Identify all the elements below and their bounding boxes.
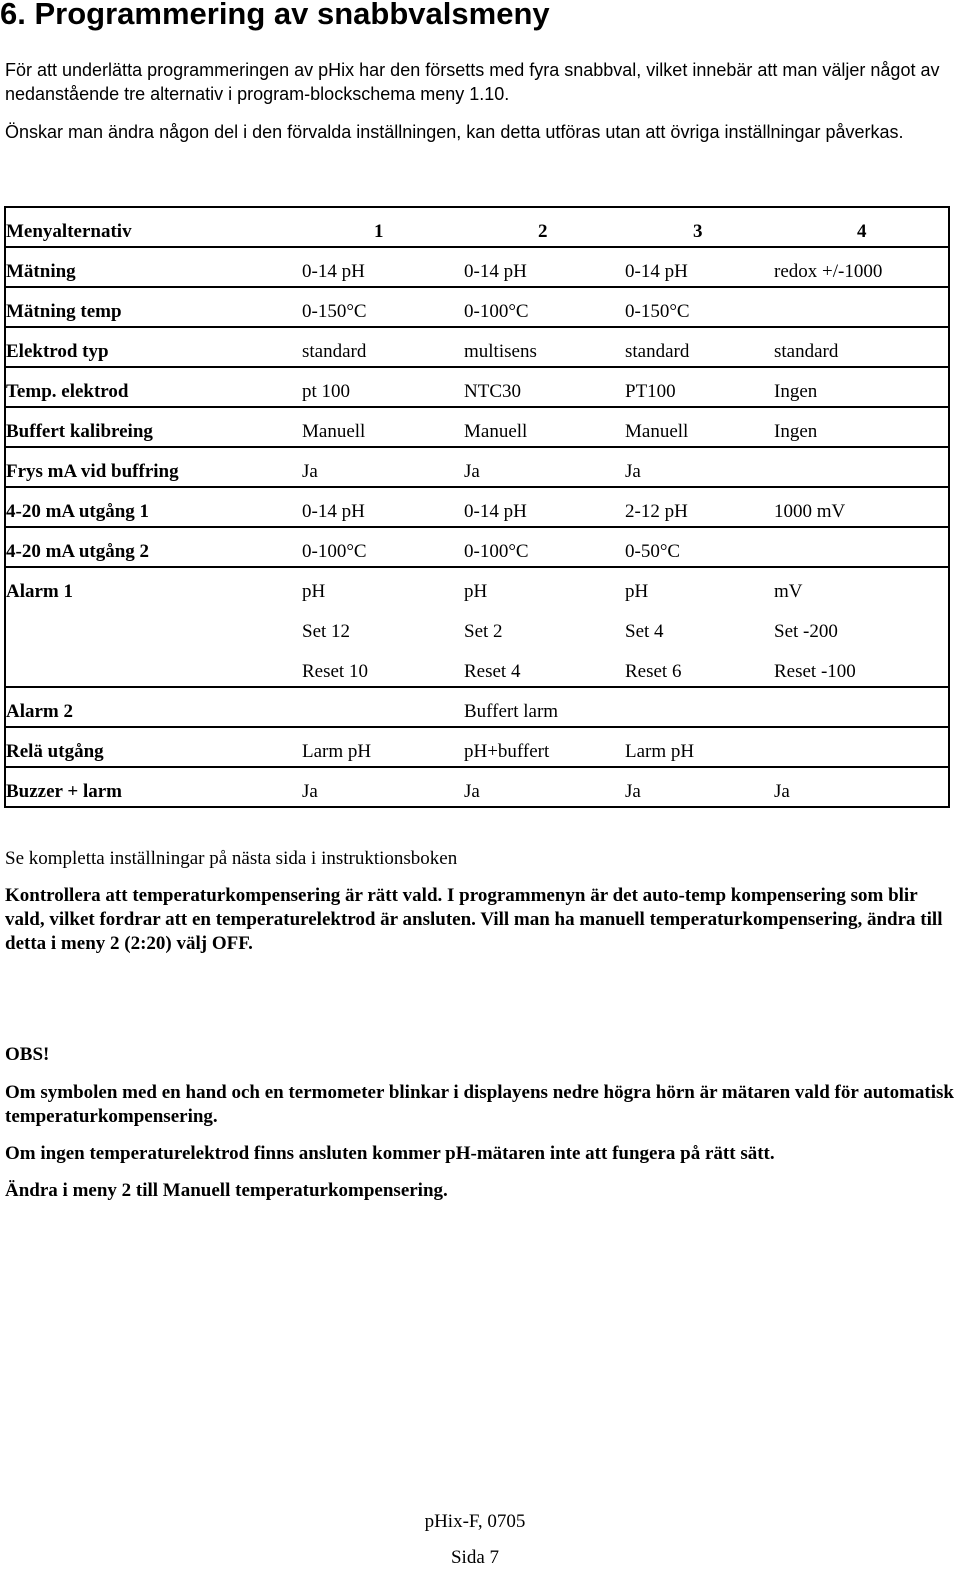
table-cell: 0-14 pH bbox=[464, 261, 527, 282]
table-cell: Ja bbox=[464, 781, 480, 802]
table-cell: PT100 bbox=[625, 381, 676, 402]
table-row bbox=[6, 448, 948, 488]
header-cell: 4 bbox=[857, 221, 867, 242]
table-row bbox=[6, 408, 948, 448]
row-label-cell: Elektrod typ bbox=[6, 341, 109, 362]
header-cell: 3 bbox=[693, 221, 703, 242]
table-cell: Ja bbox=[774, 781, 790, 802]
table-row bbox=[6, 488, 948, 528]
table-cell: Ingen bbox=[774, 381, 818, 402]
row-label-cell: Temp. elektrod bbox=[6, 381, 129, 402]
table-cell: Set 2 bbox=[464, 621, 503, 642]
header-cell: 1 bbox=[374, 221, 384, 242]
table-cell: 0-50°C bbox=[625, 541, 681, 562]
table-cell: pH+buffert bbox=[464, 741, 550, 762]
row-label-cell: Mätning temp bbox=[6, 301, 122, 322]
table-row bbox=[6, 328, 948, 368]
table-cell: pH bbox=[625, 581, 649, 602]
table-cell: redox +/-1000 bbox=[774, 261, 883, 282]
footer-page-number: Sida 7 bbox=[450, 1547, 500, 1568]
table-cell: Larm pH bbox=[302, 741, 372, 762]
row-label-cell: Frys mA vid buffring bbox=[6, 461, 179, 482]
table-cell: Ingen bbox=[774, 421, 818, 442]
table-cell: Manuell bbox=[464, 421, 528, 442]
table-cell: Buffert larm bbox=[464, 701, 559, 722]
table-cell: 0-100°C bbox=[464, 301, 529, 322]
table-row bbox=[6, 368, 948, 408]
table-cell: Set 12 bbox=[302, 621, 351, 642]
temp-compensation-note: Kontrollera att temperaturkompensering är rätt vald. I programmenyn är det auto-temp kompensering som blir vald, vilket fordrar att en temperaturelektrod är ansluten. Vill man ha manuell temperaturkompensering, ändra till detta i meny 2 (2:20) välj OFF. bbox=[5, 885, 943, 954]
table-row bbox=[6, 248, 948, 288]
table-row bbox=[6, 768, 948, 808]
table-cell: pH bbox=[464, 581, 488, 602]
table-cell: 0-14 pH bbox=[302, 501, 365, 522]
row-label-cell: Buffert kalibreing bbox=[6, 421, 153, 442]
table-cell: Reset -100 bbox=[774, 661, 856, 682]
table-cell: Reset 10 bbox=[302, 661, 368, 682]
table-row bbox=[6, 288, 948, 328]
table-row bbox=[6, 688, 948, 728]
table-cell: Ja bbox=[302, 461, 318, 482]
obs-label: OBS! bbox=[5, 1044, 50, 1065]
table-cell: 0-14 pH bbox=[625, 261, 688, 282]
table-row bbox=[6, 528, 948, 568]
obs-note-1: Om symbolen med en hand och en termometer blinkar i displayens nedre högra hörn är mätaren vald för automatisk temperaturkompensering. bbox=[5, 1082, 954, 1127]
settings-table bbox=[4, 206, 950, 808]
header-cell: 2 bbox=[538, 221, 548, 242]
table-cell: multisens bbox=[464, 341, 537, 362]
page-heading: 6. Programmering av snabbvalsmeny bbox=[0, 0, 550, 31]
row-label-cell: Relä utgång bbox=[6, 741, 104, 762]
row-label-cell: Buzzer + larm bbox=[6, 781, 122, 802]
table-cell: pH bbox=[302, 581, 326, 602]
table-cell: pt 100 bbox=[302, 381, 351, 402]
table-cell: 0-150°C bbox=[625, 301, 690, 322]
table-cell: standard bbox=[774, 341, 839, 362]
table-cell: Manuell bbox=[302, 421, 366, 442]
table-row bbox=[6, 728, 948, 768]
table-cell: 0-100°C bbox=[302, 541, 367, 562]
table-cell: Reset 6 bbox=[625, 661, 682, 682]
table-cell: standard bbox=[302, 341, 367, 362]
table-cell: Set 4 bbox=[625, 621, 664, 642]
table-header-row bbox=[6, 208, 948, 248]
table-cell: Ja bbox=[625, 781, 641, 802]
obs-note-2: Om ingen temperaturelektrod finns ansluten kommer pH-mätaren inte att fungera på rätt sätt. bbox=[5, 1143, 775, 1164]
table-cell: Larm pH bbox=[625, 741, 695, 762]
table-cell: Manuell bbox=[625, 421, 689, 442]
intro-paragraph-2: Önskar man ändra någon del i den förvalda inställningen, kan detta utföras utan att övriga inställningar påverkas. bbox=[5, 122, 904, 142]
header-cell: Menyalternativ bbox=[6, 221, 132, 242]
row-label-cell: 4-20 mA utgång 1 bbox=[6, 501, 150, 522]
footer-doc-id: pHix-F, 0705 bbox=[424, 1511, 526, 1532]
table-row bbox=[6, 608, 948, 648]
row-label-cell: Alarm 2 bbox=[6, 701, 74, 722]
see-more-note: Se kompletta inställningar på nästa sida i instruktionsboken bbox=[5, 848, 458, 869]
table-row bbox=[6, 568, 948, 608]
table-cell: 2-12 pH bbox=[625, 501, 688, 522]
table-cell: 0-150°C bbox=[302, 301, 367, 322]
table-row bbox=[6, 648, 948, 688]
table-cell: Ja bbox=[464, 461, 480, 482]
table-cell: Reset 4 bbox=[464, 661, 521, 682]
table-cell: Ja bbox=[625, 461, 641, 482]
table-cell: 0-14 pH bbox=[302, 261, 365, 282]
table-cell: Set -200 bbox=[774, 621, 838, 642]
table-cell: Ja bbox=[302, 781, 318, 802]
table-cell: mV bbox=[774, 581, 803, 602]
row-label-cell: Alarm 1 bbox=[6, 581, 74, 602]
obs-note-3: Ändra i meny 2 till Manuell temperaturkompensering. bbox=[5, 1180, 448, 1201]
table-cell: 0-14 pH bbox=[464, 501, 527, 522]
table-cell: 1000 mV bbox=[774, 501, 846, 522]
row-label-cell: 4-20 mA utgång 2 bbox=[6, 541, 150, 562]
intro-paragraph-1: För att underlätta programmeringen av pHix har den försetts med fyra snabbval, vilket innebär att man väljer något av nedanstående tre alternativ i program-blockschema meny 1.10. bbox=[5, 60, 940, 104]
table-cell: standard bbox=[625, 341, 690, 362]
table-cell: NTC30 bbox=[464, 381, 521, 402]
row-label-cell: Mätning bbox=[6, 261, 76, 282]
table-cell: 0-100°C bbox=[464, 541, 529, 562]
